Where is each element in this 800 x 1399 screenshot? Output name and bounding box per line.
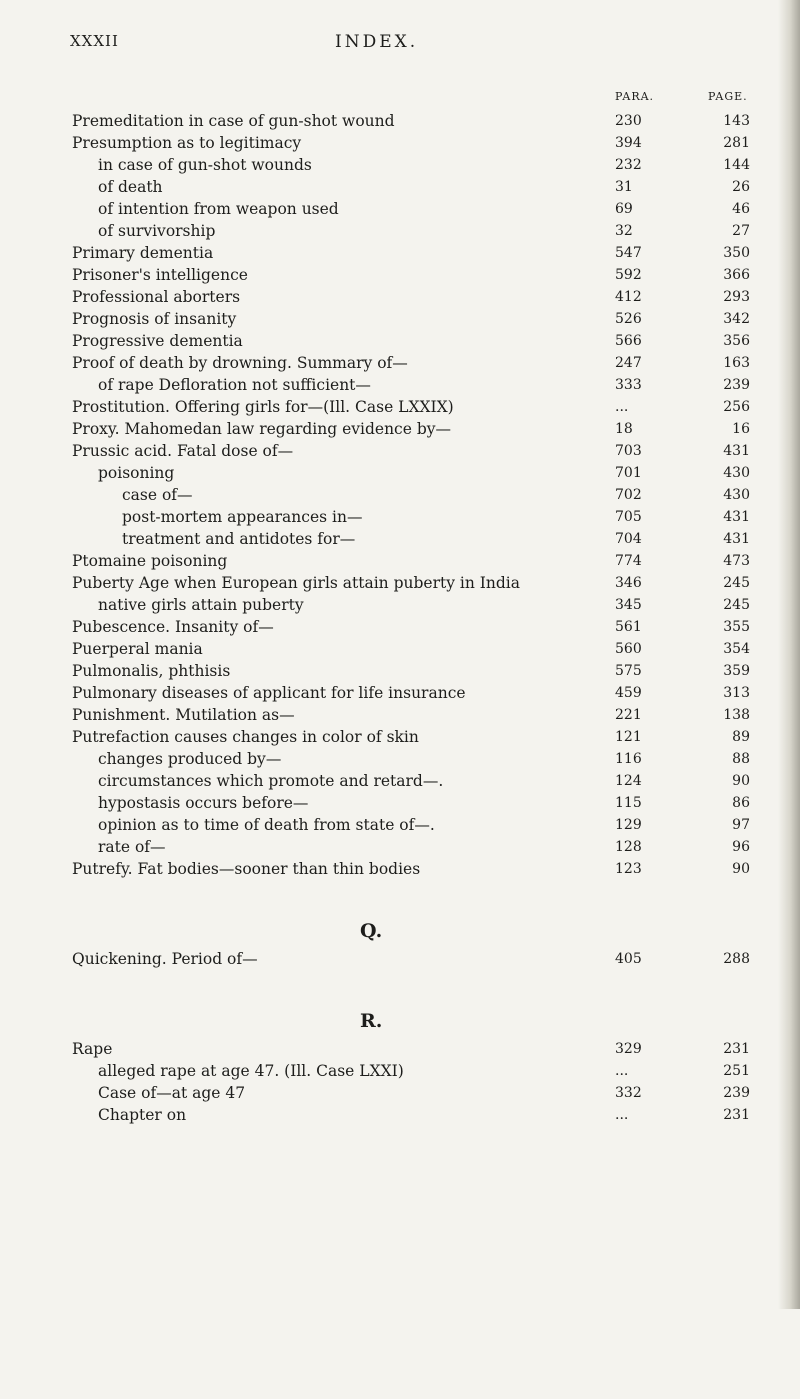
entry-text: alleged rape at age 47. (Ill. Case LXXI)	[98, 1062, 404, 1080]
entry-page-number: 89	[732, 729, 750, 745]
entry-text: Puerperal mania	[72, 640, 203, 658]
entry-text: post-mortem appearances in—	[122, 508, 363, 526]
index-entry	[0, 638, 800, 660]
index-entry	[0, 242, 800, 264]
entry-para-number: 221	[615, 707, 642, 723]
entry-text: Primary dementia	[72, 244, 214, 262]
entry-text: of rape Defloration not sufficient—	[98, 376, 371, 394]
index-entry	[0, 198, 800, 220]
index-entry	[0, 352, 800, 374]
entry-page-number: 245	[723, 597, 750, 613]
entry-page-number: 366	[723, 267, 750, 283]
entry-page-number: 97	[732, 817, 750, 833]
index-entry	[0, 726, 800, 748]
entry-text: in case of gun-shot wounds	[98, 156, 312, 174]
entry-text: Putrefy. Fat bodies—sooner than thin bodies	[72, 860, 421, 878]
entry-para-number: 774	[615, 553, 642, 569]
index-entry	[0, 330, 800, 352]
entry-text: Putrefaction causes changes in color of skin	[72, 728, 419, 746]
index-entry	[0, 286, 800, 308]
entry-text: rate of—	[98, 838, 166, 856]
entry-para-number: 405	[615, 951, 642, 967]
index-entry	[0, 594, 800, 616]
column-header-page: PAGE.	[708, 90, 748, 103]
entry-page-number: 288	[723, 951, 750, 967]
index-entry	[0, 704, 800, 726]
index-entry	[0, 660, 800, 682]
entry-page-number: 251	[723, 1063, 750, 1079]
index-entry	[0, 418, 800, 440]
entry-page-number: 231	[723, 1041, 750, 1057]
index-entry	[0, 220, 800, 242]
entry-page-number: 143	[723, 113, 750, 129]
entry-page-number: 430	[723, 465, 750, 481]
section-spacer	[0, 970, 800, 1004]
entry-page-number: 355	[723, 619, 750, 635]
entry-page-number: 430	[723, 487, 750, 503]
entry-para-number: 121	[615, 729, 642, 745]
entry-para-number: 346	[615, 575, 642, 591]
entry-para-number: 345	[615, 597, 642, 613]
index-entry	[0, 1060, 800, 1082]
entry-page-number: 350	[723, 245, 750, 261]
entry-page-number: 239	[723, 377, 750, 393]
entry-page-number: 256	[723, 399, 750, 415]
entry-text: of death	[98, 178, 163, 196]
entry-page-number: 138	[723, 707, 750, 723]
entry-page-number: 86	[732, 795, 750, 811]
index-entry	[0, 484, 800, 506]
index-entry	[0, 528, 800, 550]
section-spacer	[0, 880, 800, 914]
entry-para-number: 230	[615, 113, 642, 129]
entry-para-number: 566	[615, 333, 642, 349]
entry-page-number: 26	[732, 179, 750, 195]
entry-text: of intention from weapon used	[98, 200, 339, 218]
entry-text: Prussic acid. Fatal dose of—	[72, 442, 294, 460]
entry-text: Proof of death by drowning. Summary of—	[72, 354, 408, 372]
index-entry	[0, 396, 800, 418]
index-entry	[0, 1082, 800, 1104]
index-entry	[0, 858, 800, 880]
entry-text: of survivorship	[98, 222, 216, 240]
index-entry	[0, 748, 800, 770]
entry-text: Premeditation in case of gun-shot wound	[72, 112, 395, 130]
index-entry	[0, 1104, 800, 1126]
entry-text: Prisoner's intelligence	[72, 266, 248, 284]
entry-text: Prognosis of insanity	[72, 310, 237, 328]
index-entry	[0, 132, 800, 154]
index-entry	[0, 506, 800, 528]
entry-text: Presumption as to legitimacy	[72, 134, 302, 152]
page-number: XXXII	[70, 32, 119, 50]
index-entry	[0, 770, 800, 792]
entry-para-number: 575	[615, 663, 642, 679]
index-entry	[0, 814, 800, 836]
index-entry	[0, 550, 800, 572]
entry-para-number: 702	[615, 487, 642, 503]
entry-para-number: 31	[615, 179, 633, 195]
index-entry	[0, 440, 800, 462]
entry-para-number: 247	[615, 355, 642, 371]
index-entry	[0, 110, 800, 132]
index-entry	[0, 308, 800, 330]
entry-para-number: 592	[615, 267, 642, 283]
entry-para-number: 69	[615, 201, 633, 217]
entry-text: Quickening. Period of—	[72, 950, 258, 968]
index-entry	[0, 948, 800, 970]
entry-page-number: 431	[723, 509, 750, 525]
entry-para-number: 123	[615, 861, 642, 877]
index-entries	[0, 110, 800, 1126]
entry-page-number: 163	[723, 355, 750, 371]
entry-page-number: 88	[732, 751, 750, 767]
index-entry	[0, 154, 800, 176]
entry-page-number: 281	[723, 135, 750, 151]
entry-para-number: 561	[615, 619, 642, 635]
entry-para-number: 459	[615, 685, 642, 701]
entry-text: Prostitution. Offering girls for—(Ill. Case LXXIX)	[72, 398, 454, 416]
entry-page-number: 431	[723, 443, 750, 459]
entry-page-number: 356	[723, 333, 750, 349]
entry-para-number: 18	[615, 421, 633, 437]
section-heading-q	[0, 914, 800, 948]
entry-para-number: 703	[615, 443, 642, 459]
entry-page-number: 245	[723, 575, 750, 591]
entry-page-number: 431	[723, 531, 750, 547]
entry-page-number: 359	[723, 663, 750, 679]
entry-text: case of—	[122, 486, 193, 504]
entry-page-number: 313	[723, 685, 750, 701]
index-entry	[0, 264, 800, 286]
entry-text: Rape	[72, 1040, 113, 1058]
entry-text: Pulmonalis, phthisis	[72, 662, 231, 680]
entry-page-number: 231	[723, 1107, 750, 1123]
entry-para-number: ...	[615, 1063, 629, 1079]
entry-page-number: 96	[732, 839, 750, 855]
entry-para-number: 332	[615, 1085, 642, 1101]
entry-text: changes produced by—	[98, 750, 282, 768]
index-entry	[0, 616, 800, 638]
entry-page-number: 46	[732, 201, 750, 217]
index-entry	[0, 836, 800, 858]
index-entry	[0, 462, 800, 484]
entry-text: native girls attain puberty	[98, 596, 304, 614]
entry-para-number: 129	[615, 817, 642, 833]
entry-text: opinion as to time of death from state of—.	[98, 816, 435, 834]
entry-para-number: 547	[615, 245, 642, 261]
entry-para-number: 704	[615, 531, 642, 547]
entry-page-number: 16	[732, 421, 750, 437]
entry-para-number: 526	[615, 311, 642, 327]
entry-page-number: 293	[723, 289, 750, 305]
entry-para-number: 412	[615, 289, 642, 305]
column-header-para: PARA.	[615, 90, 655, 103]
entry-text: Case of—at age 47	[98, 1084, 246, 1102]
entry-page-number: 90	[732, 773, 750, 789]
entry-page-number: 27	[732, 223, 750, 239]
entry-para-number: 124	[615, 773, 642, 789]
entry-text: poisoning	[98, 464, 175, 482]
section-letter: R.	[360, 1010, 383, 1032]
index-entry	[0, 682, 800, 704]
entry-para-number: 128	[615, 839, 642, 855]
entry-para-number: 394	[615, 135, 642, 151]
entry-para-number: ...	[615, 399, 629, 415]
index-entry	[0, 572, 800, 594]
entry-page-number: 354	[723, 641, 750, 657]
entry-para-number: 232	[615, 157, 642, 173]
entry-para-number: 705	[615, 509, 642, 525]
entry-page-number: 90	[732, 861, 750, 877]
entry-para-number: 560	[615, 641, 642, 657]
entry-text: Chapter on	[98, 1106, 187, 1124]
entry-para-number: 329	[615, 1041, 642, 1057]
section-letter: Q.	[360, 920, 383, 942]
entry-text: treatment and antidotes for—	[122, 530, 356, 548]
entry-page-number: 144	[723, 157, 750, 173]
page-title: INDEX.	[335, 32, 419, 52]
entry-page-number: 342	[723, 311, 750, 327]
entry-text: Pulmonary diseases of applicant for life insurance	[72, 684, 466, 702]
entry-text: circumstances which promote and retard—.	[98, 772, 444, 790]
entry-para-number: 115	[615, 795, 642, 811]
entry-text: Professional aborters	[72, 288, 241, 306]
index-entry	[0, 792, 800, 814]
index-entry	[0, 176, 800, 198]
entry-page-number: 473	[723, 553, 750, 569]
page-header	[70, 32, 670, 56]
entry-text: Puberty Age when European girls attain puberty in India	[72, 574, 521, 592]
entry-text: Proxy. Mahomedan law regarding evidence by—	[72, 420, 452, 438]
entry-text: Punishment. Mutilation as—	[72, 706, 295, 724]
entry-page-number: 239	[723, 1085, 750, 1101]
entry-para-number: 116	[615, 751, 642, 767]
index-entry	[0, 1038, 800, 1060]
entry-text: hypostasis occurs before—	[98, 794, 309, 812]
entry-text: Pubescence. Insanity of—	[72, 618, 274, 636]
entry-para-number: 32	[615, 223, 633, 239]
entry-para-number: 701	[615, 465, 642, 481]
section-heading-r	[0, 1004, 800, 1038]
entry-para-number: 333	[615, 377, 642, 393]
entry-text: Progressive dementia	[72, 332, 243, 350]
index-entry	[0, 374, 800, 396]
entry-text: Ptomaine poisoning	[72, 552, 228, 570]
entry-para-number: ...	[615, 1107, 629, 1123]
